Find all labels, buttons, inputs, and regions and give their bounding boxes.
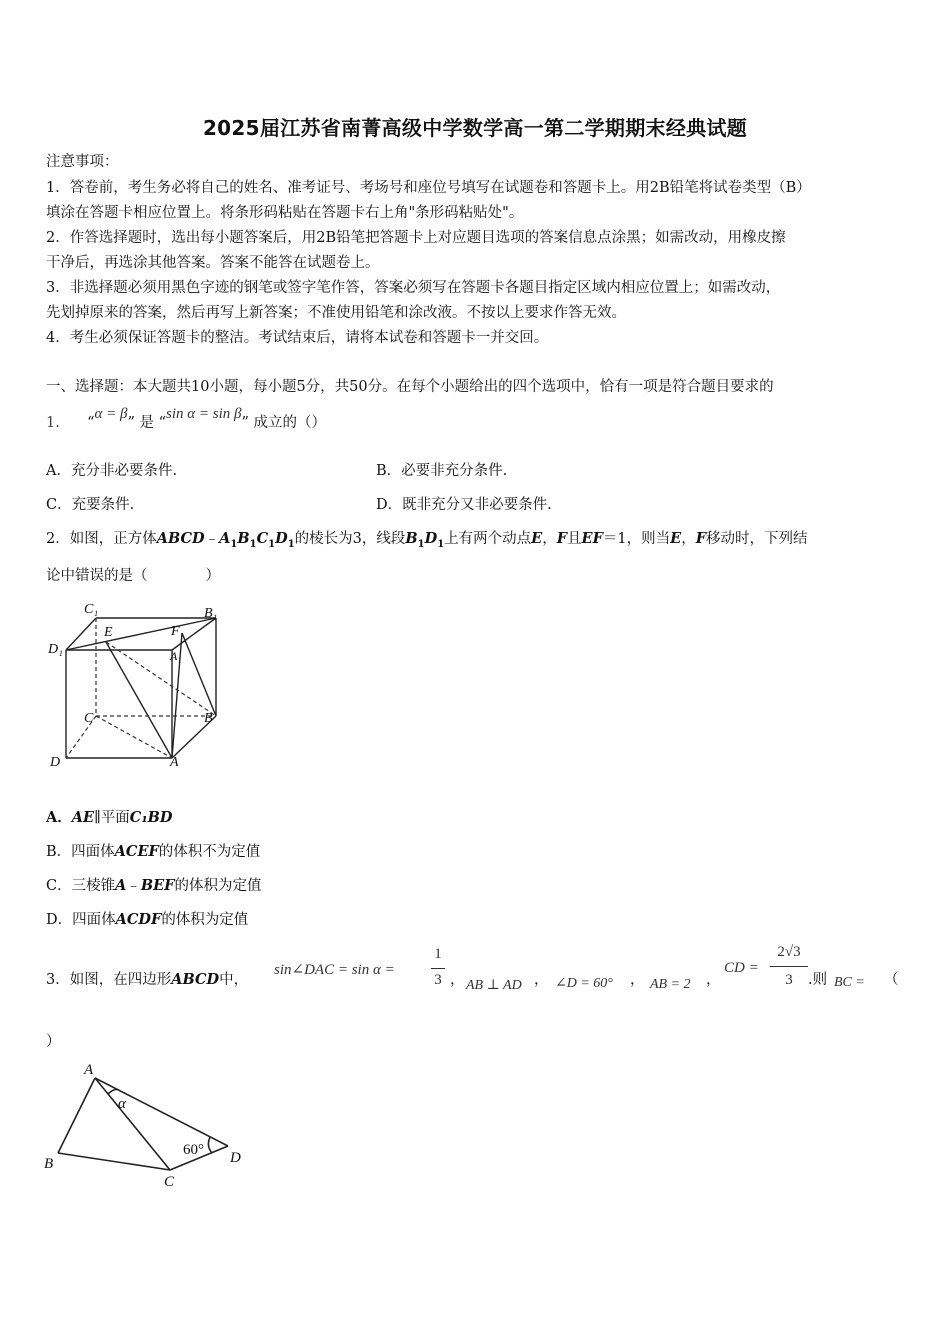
q2-opt-c-dash: ﹣ [126, 878, 141, 894]
q2-text-2: 的棱长为3，线段 [294, 531, 406, 547]
q3-frac-num: 1 [434, 946, 442, 962]
label-e: E [104, 625, 113, 640]
q2-text-1: 2．如图，正方体 [46, 531, 157, 547]
notice-item-4: 4．考生必须保证答题卡的整洁。考试结束后，请将本试卷和答题卡一并交回。 [46, 330, 549, 346]
label-alpha: α [118, 1096, 126, 1112]
q2-c1: C [256, 530, 269, 547]
quadrilateral-figure [40, 1058, 255, 1198]
q3-text-2: 中， [219, 972, 249, 988]
q2-and: 且 [567, 531, 582, 547]
q3-stem [46, 970, 248, 990]
hidden-seg-e-b [106, 642, 216, 716]
q2-point-e: E [531, 530, 543, 547]
q3-perp: AB ⊥ AD [466, 978, 522, 993]
q2-opt-b-post: 的体积不为定值 [158, 844, 261, 860]
q2-point-f: F [556, 530, 568, 547]
q3-cd-den: 3 [785, 972, 793, 988]
q3-comma-2: ， [534, 972, 549, 988]
edge-a-c [95, 1078, 170, 1170]
seg-e-a [106, 642, 172, 758]
q3-cd-bar [770, 966, 808, 967]
notice-item-1a: 1．答卷前，考生务必将自己的姓名、准考证号、考场号和座位号填写在试题卷和答题卡上。用2B铅笔将试卷类型（B） [46, 180, 811, 196]
q2-stem-line2: 论中错误的是（ ） [46, 568, 220, 584]
label-c: C [84, 711, 94, 726]
q3-comma-1: ， [450, 972, 465, 988]
q2-option-c [46, 876, 261, 896]
q2-opt-b-m: ACEF [114, 843, 159, 860]
q3-angle-d: ∠D = 60° [555, 976, 613, 991]
q2-opt-d-pre: D．四面体 [46, 912, 116, 928]
q2-opt-a-m2: C₁BD [129, 809, 173, 826]
q1-open-quote-1: “ [87, 415, 95, 431]
q1-option-a: A．充分非必要条件. [46, 463, 178, 479]
label-f: F [171, 624, 180, 639]
q1-expr-alpha-eq-beta: α = β [94, 406, 128, 422]
q2-text-4: ＝1，则当 [602, 531, 671, 547]
q2-opt-b-pre: B．四面体 [46, 844, 115, 860]
notice-item-3b: 先划掉原来的答案，然后再写上新答案；不准使用铅笔和涂改液。不按以上要求作答无效。 [46, 305, 626, 321]
q3-text-1: 3．如图，在四边形 [46, 972, 172, 988]
q1-option-d: D．既非充分又非必要条件. [376, 497, 552, 513]
q2-text-3: 上有两个动点 [444, 531, 532, 547]
q2-seg-b: B [405, 530, 418, 547]
q2-option-b [46, 842, 260, 862]
label-b1: B₁ [204, 606, 218, 621]
label-a: A [84, 1062, 94, 1078]
q2-seg-d: D [424, 530, 438, 547]
q2-opt-c-m2: BEF [140, 877, 175, 894]
q2-option-d [46, 910, 248, 930]
q3-sin-expr: sin∠DAC = sin α = [274, 962, 395, 978]
q3-comma-4: ， [706, 972, 721, 988]
edge-a-d [95, 1078, 228, 1146]
q2-comma: ， [542, 531, 557, 547]
q2-opt-a-m1: AE [71, 809, 95, 826]
q2-sub: 1 [268, 538, 276, 550]
q2-point-f2: F [695, 530, 706, 547]
q3-quad: ABCD [171, 971, 220, 988]
page-title: 2025届江苏省南菁高级中学数学高一第二学期期末经典试题 [202, 116, 748, 140]
q2-option-a [46, 808, 173, 828]
q1-close-quote-1: ” [127, 415, 135, 431]
q2-d1: D [275, 530, 288, 547]
q3-frac-bar [431, 968, 445, 969]
label-d1: D₁ [48, 642, 63, 657]
angle-alpha-arc [108, 1090, 119, 1095]
label-a: A [170, 755, 179, 770]
q2-dash: ﹣ [204, 531, 220, 547]
q2-a1: A [219, 530, 231, 547]
q1-option-c: C．充要条件. [46, 497, 135, 513]
seg-f-b [182, 633, 216, 716]
q3-comma-3: ， [630, 972, 645, 988]
q1-option-b: B．必要非充分条件. [376, 463, 508, 479]
notice-item-2a: 2．作答选择题时，选出每小题答案后，用2B铅笔把答题卡上对应题目选项的答案信息点涂黑；如需改动，用橡皮擦 [46, 230, 786, 246]
q3-then: .则 [808, 972, 828, 988]
q2-opt-d-m: ACDF [115, 911, 162, 928]
q1-tail: 成立的（） [253, 415, 327, 431]
label-a1: A₁ [170, 649, 182, 663]
q2-opt-c-m1: A [115, 877, 127, 894]
q1-expr-sin: sin α = sin β [166, 406, 242, 422]
q3-paren-close: ） [46, 1034, 61, 1050]
q1-close-quote-2: ” [241, 415, 249, 431]
edge-a-b [58, 1078, 95, 1153]
q3-cd: CD = [724, 960, 759, 976]
q1-stem [46, 406, 327, 433]
label-angle-60: 60° [183, 1142, 204, 1158]
q2-opt-c-post: 的体积为定值 [174, 878, 262, 894]
q2-stem-line1 [46, 529, 807, 555]
label-d: D [50, 755, 61, 770]
notice-heading: 注意事项： [46, 154, 119, 170]
angle-d-arc [208, 1137, 212, 1153]
notice-item-2b: 干净后，再选涂其他答案。答案不能答在试题卷上。 [46, 255, 380, 271]
q3-ab: AB = 2 [650, 977, 691, 992]
q2-sub: 1 [230, 538, 238, 550]
q3-frac-den: 3 [434, 972, 442, 988]
q2-sub: 1 [287, 538, 295, 550]
q2-text-5: 移动时，下列结 [705, 531, 808, 547]
q2-b1: B [237, 530, 250, 547]
q2-opt-a-mid: ∥平面 [94, 810, 130, 826]
q2-sub: 1 [437, 538, 445, 550]
q3-paren-open: （ [884, 972, 899, 988]
q2-point-e2: E [670, 530, 682, 547]
notice-item-3a: 3．非选择题必须用黑色字迹的钢笔或签字笔作答，答案必须写在答题卡各题目指定区域内相应位置上；如需改动， [46, 280, 781, 296]
section-heading: 一、选择题：本大题共10小题，每小题5分，共50分。在每个小题给出的四个选项中，恰有一项是符合题目要求的 [46, 379, 774, 395]
q2-sub: 1 [249, 538, 257, 550]
label-b: B [204, 711, 213, 726]
q3-cd-num: 2√3 [777, 944, 801, 960]
q2-opt-c-pre: C．三棱锥 [46, 878, 116, 894]
label-c1: C₁ [84, 602, 99, 617]
edge-b-c [58, 1153, 170, 1170]
q1-open-quote-2: “ [158, 415, 167, 431]
label-c: C [164, 1174, 175, 1190]
q1-is: 是 [139, 415, 154, 431]
label-b: B [44, 1156, 54, 1172]
q2-comma2: ， [681, 531, 696, 547]
q1-number: 1. [46, 415, 60, 431]
q2-opt-a-letter: A． [46, 809, 72, 826]
q2-sub: 1 [417, 538, 425, 550]
q3-bc: BC = [834, 975, 865, 990]
label-d: D [230, 1150, 241, 1166]
q2-ef: EF [581, 530, 603, 547]
q2-opt-d-post: 的体积为定值 [161, 912, 249, 928]
q2-cube-name: ABCD [156, 530, 205, 547]
notice-item-1b: 填涂在答题卡相应位置上。将条形码粘贴在答题卡右上角"条形码粘贴处"。 [46, 205, 524, 221]
cube-figure [46, 598, 236, 773]
